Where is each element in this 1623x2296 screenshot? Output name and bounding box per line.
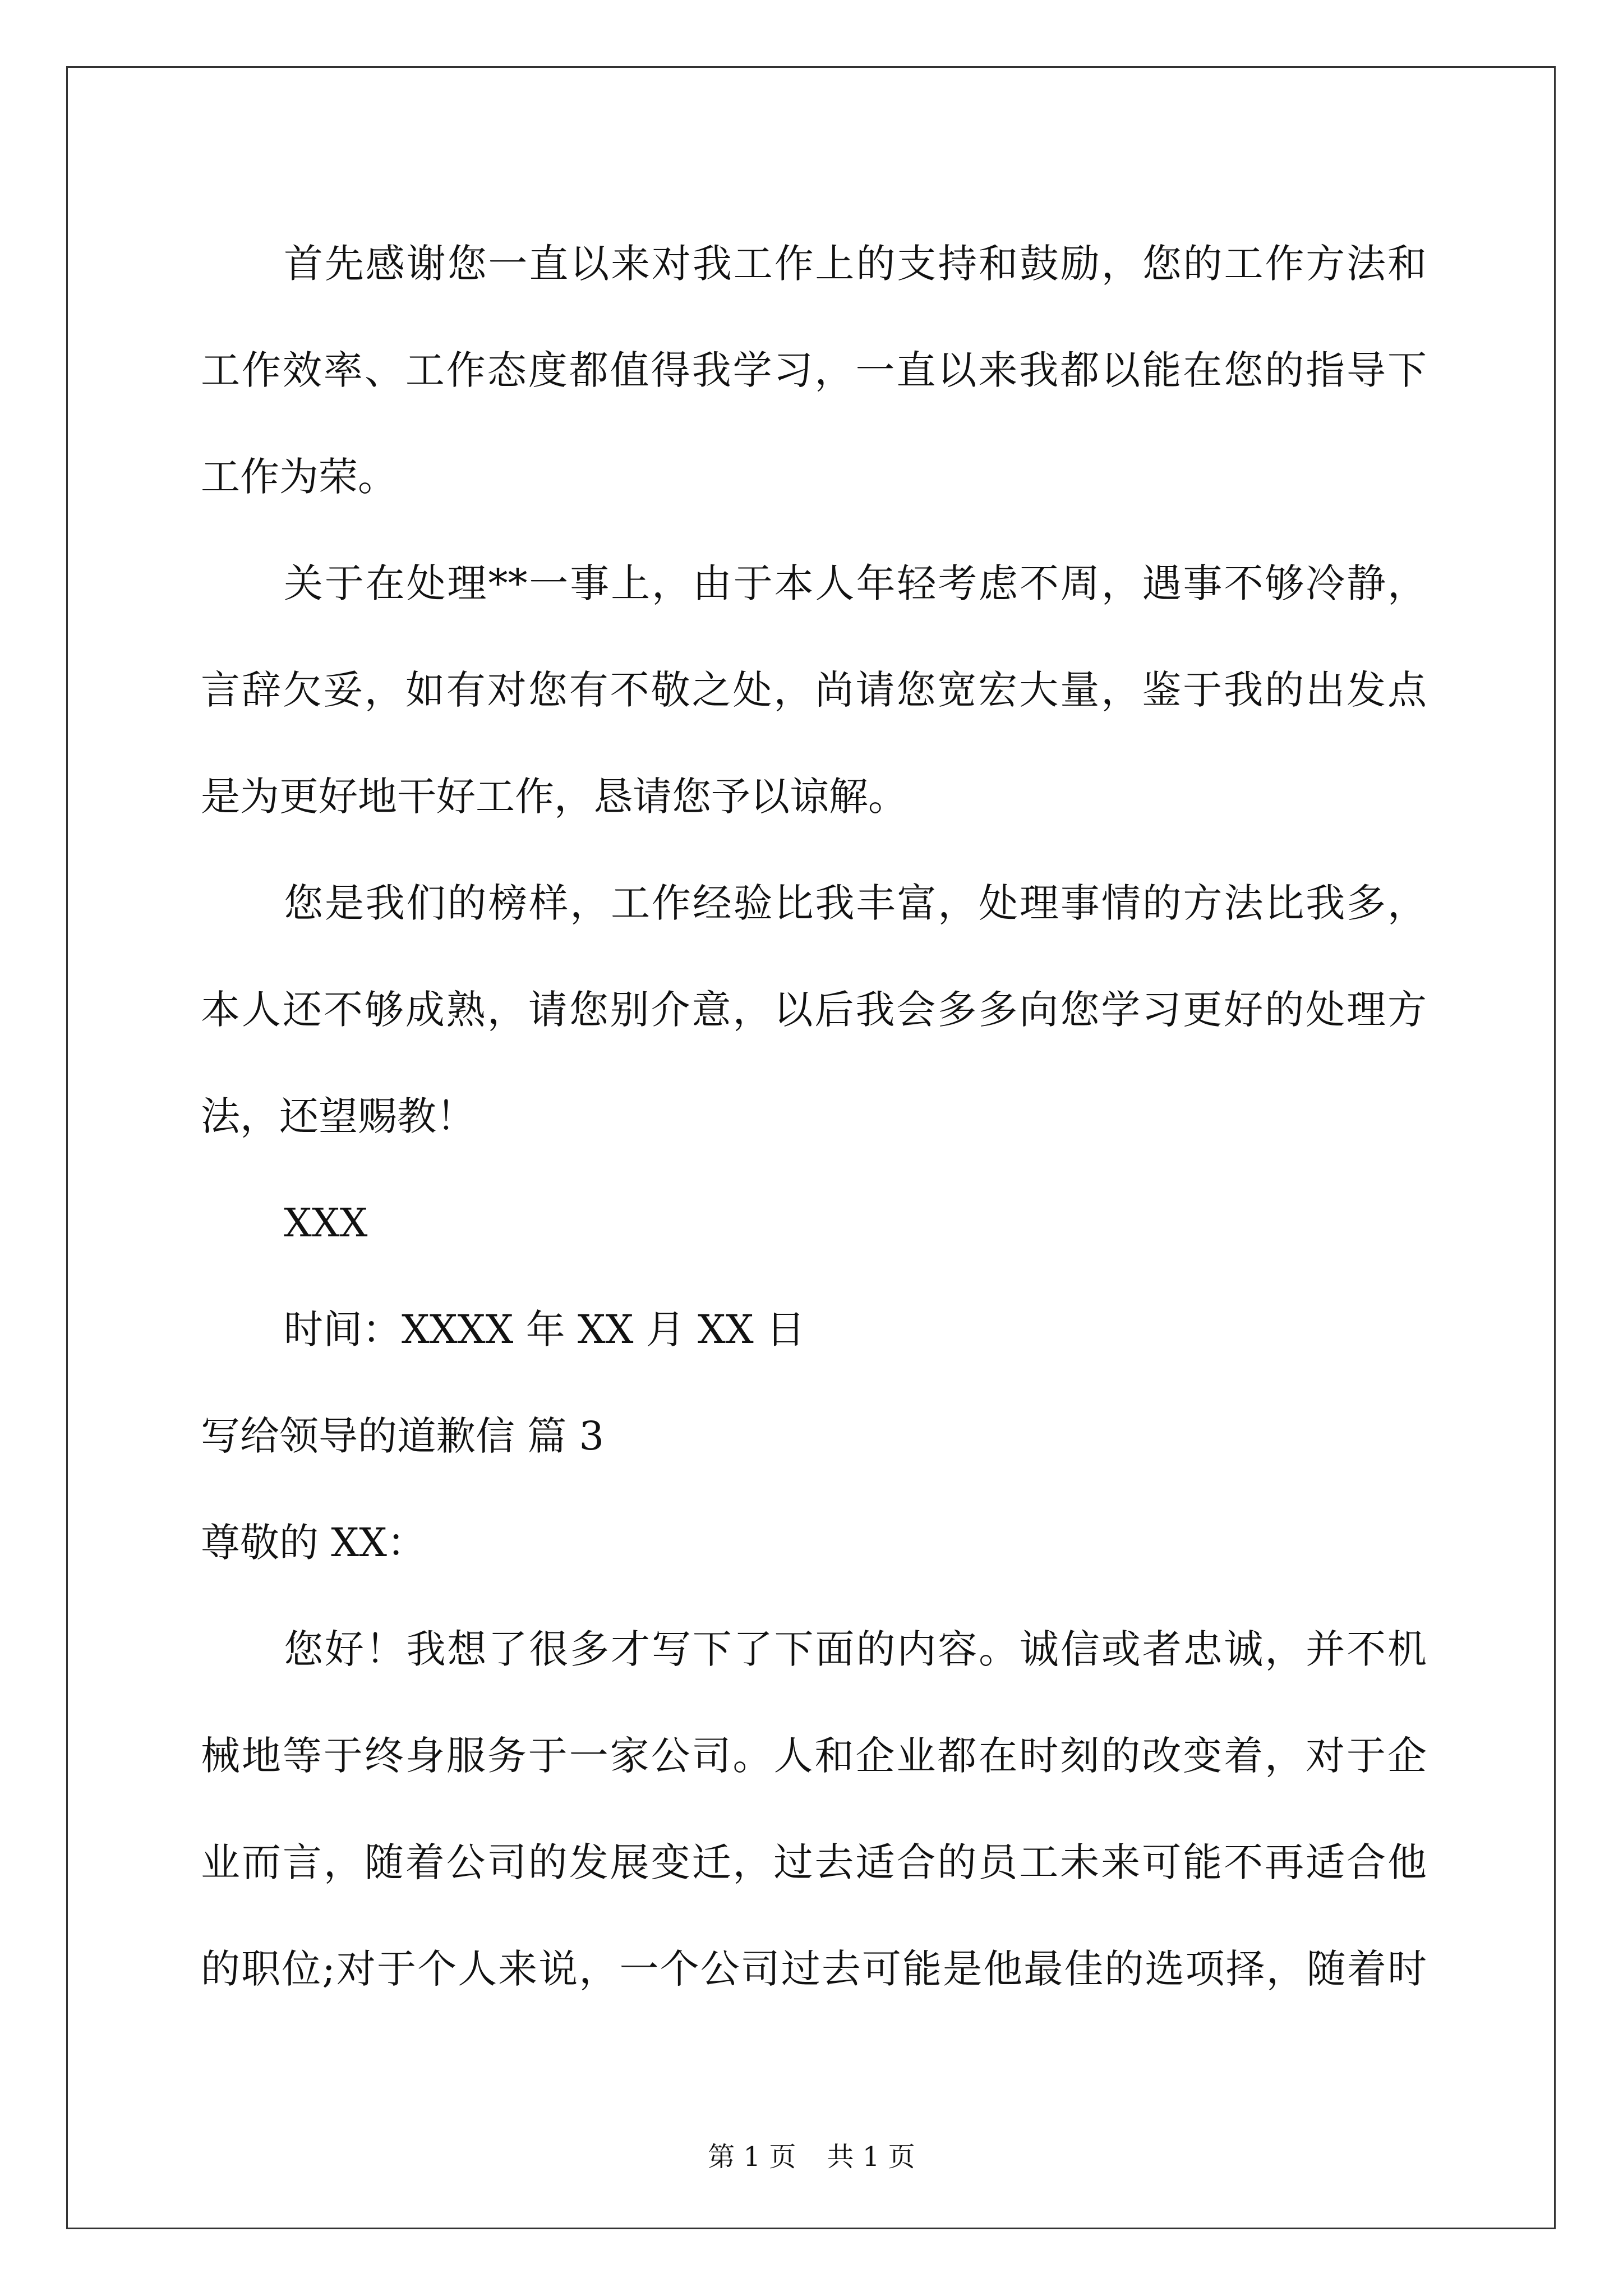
paragraph-line: 您好！我想了很多才写下了下面的内容。诚信或者忠诚，并不机 [284, 1626, 1427, 1672]
document-body [201, 210, 1427, 2022]
paragraph-line: 是为更好地干好工作，恳请您予以谅解。 [201, 774, 907, 820]
paragraph-line: 工作效率、工作态度都值得我学习，一直以来我都以能在您的指导下 [201, 347, 1427, 393]
page-footer [0, 2135, 1623, 2174]
page-number: 第 1 页 [708, 2141, 796, 2173]
paragraph-line: 本人还不够成熟，请您别介意，以后我会多多向您学习更好的处理方 [201, 987, 1427, 1033]
paragraph-line: 法，还望赐教！ [201, 1093, 476, 1139]
paragraph-line: 工作为荣。 [201, 454, 397, 500]
paragraph-line: 业而言，随着公司的发展变迁，过去适合的员工未来可能不再适合他 [201, 1839, 1427, 1885]
paragraph-line: 言辞欠妥，如有对您有不敬之处，尚请您宽宏大量，鉴于我的出发点 [201, 667, 1427, 713]
paragraph-line: 的职位;对于个人来说，一个公司过去可能是他最佳的选项择，随着时 [201, 1946, 1427, 1992]
page-total: 共 1 页 [827, 2141, 915, 2173]
paragraph-line: 械地等于终身服务于一家公司。人和企业都在时刻的改变着，对于企 [201, 1733, 1427, 1779]
paragraph-line: 关于在处理**一事上，由于本人年轻考虑不周，遇事不够冷静， [284, 560, 1427, 606]
salutation: 尊敬的 XX： [201, 1520, 426, 1566]
signature: XXX [284, 1200, 368, 1246]
date-line: 时间：XXXX 年 XX 月 XX 日 [284, 1306, 805, 1352]
section-title: 写给领导的道歉信 篇 3 [201, 1413, 605, 1459]
paragraph-line: 您是我们的榜样，工作经验比我丰富，处理事情的方法比我多， [284, 880, 1427, 926]
paragraph-line: 首先感谢您一直以来对我工作上的支持和鼓励，您的工作方法和 [284, 241, 1427, 287]
